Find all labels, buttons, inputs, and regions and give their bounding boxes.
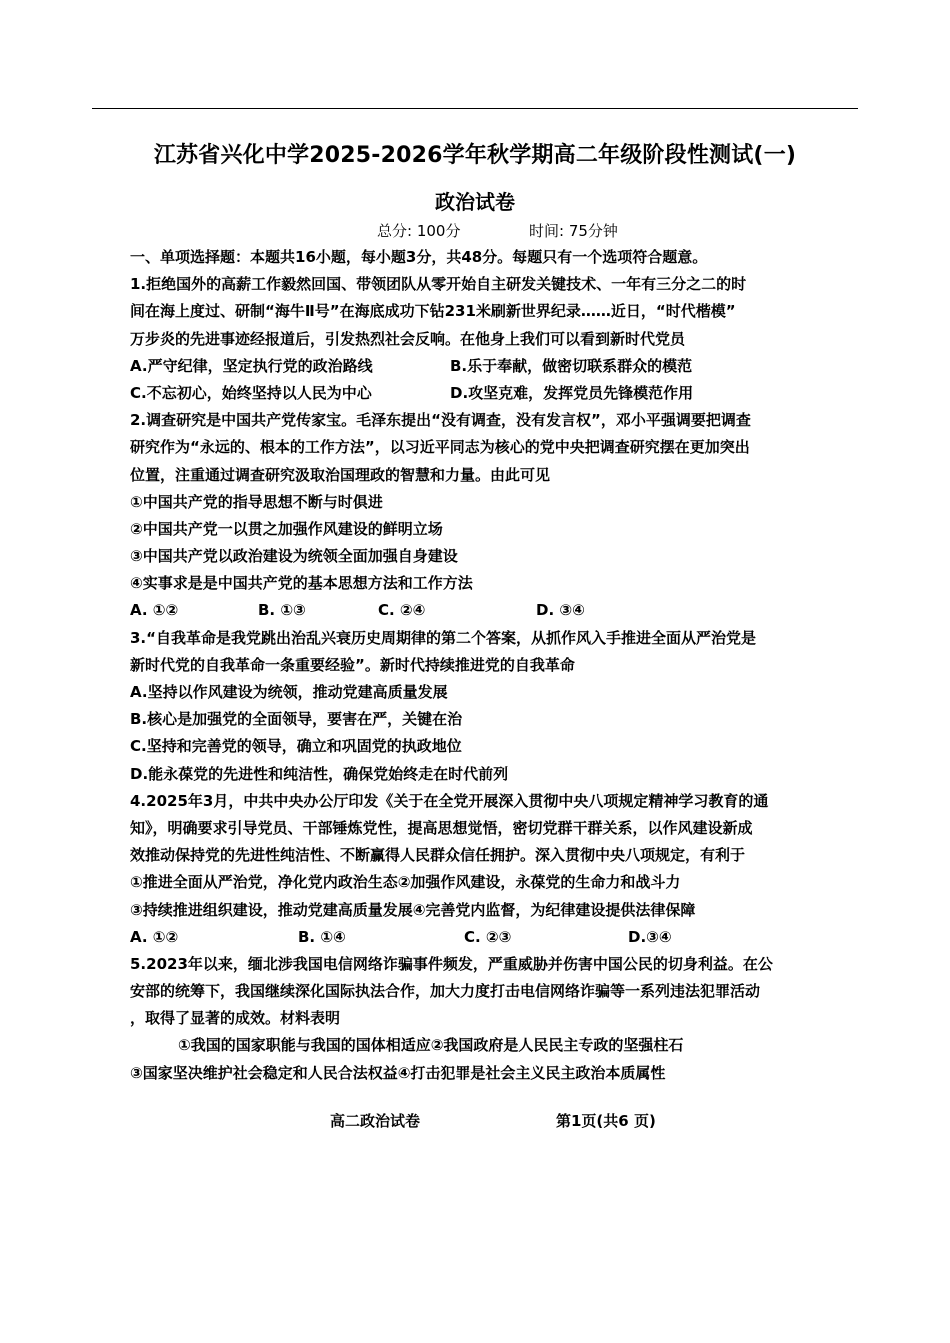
q5-stem-line: 安部的统筹下，我国继续深化国际执法合作，加大力度打击电信网络诈骗等一系列违法犯罪活动 (130, 982, 761, 1001)
q2-stem-line: 研究作为“永远的、根本的工作方法”，以习近平同志为核心的党中央把调查研究摆在更加突出 (130, 438, 750, 457)
footer-subject: 高二政治试卷 (330, 1112, 421, 1130)
time-limit: 时间: 75分钟 (529, 222, 618, 240)
q2-stem-line: 位置，注重通过调查研究汲取治国理政的智慧和力量。由此可见 (130, 465, 551, 484)
question-content (130, 244, 862, 1087)
total-score: 总分: 100分 (377, 222, 461, 240)
q3-option-d[interactable]: D.能永葆党的先进性和纯洁性，确保党始终走在时代前列 (130, 764, 509, 783)
q2-option-row (130, 597, 862, 624)
q2-stem-line: 2.调查研究是中国共产党传家宝。毛泽东提出“没有调查，没有发言权”，邓小平强调要把调查 (130, 411, 751, 430)
q3-stem-line: 3.“自我革命是我党跳出治乱兴衰历史周期律的第二个答案，从抓作风入手推进全面从严治党是 (130, 628, 756, 647)
q4-stem-line: 4.2025年3月，中共中央办公厅印发《关于在全党开展深入贯彻中央八项规定精神学习教育的通 (130, 791, 769, 810)
q1-option-b[interactable]: B.乐于奉献，做密切联系群众的模范 (450, 356, 693, 375)
exam-title: 江苏省兴化中学2025-2026学年秋学期高二年级阶段性测试(一) (153, 143, 797, 168)
q2-option-a[interactable]: A. ①② (130, 601, 179, 620)
q3-stem-line: 新时代党的自我革命一条重要经验”。新时代持续推进党的自我革命 (130, 655, 575, 674)
q5-stem-line: ，取得了显著的成效。材料表明 (130, 1009, 341, 1028)
q1-stem-line: 1.拒绝国外的高薪工作毅然回国、带领团队从零开始自主研发关键技术、一年有三分之二的时 (130, 275, 747, 294)
q2-option-b[interactable]: B. ①③ (258, 601, 306, 620)
q2-item: ④实事求是是中国共产党的基本思想方法和工作方法 (130, 574, 473, 593)
q2-item: ①中国共产党的指导思想不断与时俱进 (130, 492, 383, 511)
footer-page-number: 第1页(共6 页) (556, 1112, 656, 1130)
q1-option-c[interactable]: C.不忘初心，始终坚持以人民为中心 (130, 383, 372, 402)
q3-option-b[interactable]: B.核心是加强党的全面领导，要害在严，关键在治 (130, 710, 463, 729)
q4-option-a[interactable]: A. ①② (130, 927, 179, 946)
q4-option-row (130, 924, 862, 951)
q4-option-d[interactable]: D.③④ (628, 927, 672, 946)
q1-stem-line: 万步炎的先进事迹经报道后，引发热烈社会反响。在他身上我们可以看到新时代党员 (130, 329, 686, 348)
q1-option-row (130, 380, 862, 407)
q1-option-a[interactable]: A.严守纪律，坚定执行党的政治路线 (130, 356, 373, 375)
q1-option-row (130, 353, 862, 380)
q2-option-c[interactable]: C. ②④ (378, 601, 426, 620)
q1-option-d[interactable]: D.攻坚克难，发挥党员先锋模范作用 (450, 383, 694, 402)
q4-stem-line: 知》，明确要求引导党员、干部锤炼党性，提高思想觉悟，密切党群干群关系，以作风建设新成 (130, 818, 753, 837)
q2-option-d[interactable]: D. ③④ (536, 601, 585, 620)
q4-stem-line: 效推动保持党的先进性纯洁性、不断赢得人民群众信任拥护。深入贯彻中央八项规定，有利于 (130, 846, 746, 865)
exam-subtitle: 政治试卷 (435, 190, 515, 214)
q4-option-c[interactable]: C. ②③ (464, 927, 512, 946)
q2-item: ②中国共产党一以贯之加强作风建设的鲜明立场 (130, 519, 443, 538)
q5-stem-line: 5.2023年以来，缅北涉我国电信网络诈骗事件频发，严重威胁并伤害中国公民的切身利益。在公 (130, 954, 773, 973)
section-heading: 一、单项选择题：本题共16小题，每小题3分，共48分。每题只有一个选项符合题意。 (130, 248, 708, 266)
q4-option-b[interactable]: B. ①④ (298, 927, 346, 946)
q4-item-line: ①推进全面从严治党，净化党内政治生态②加强作风建设，永葆党的生命力和战斗力 (130, 873, 681, 892)
q4-item-line: ③持续推进组织建设，推动党建高质量发展④完善党内监督，为纪律建设提供法律保障 (130, 900, 696, 919)
q1-stem-line: 间在海上度过、研制“海牛Ⅱ号”在海底成功下钻231米刷新世界纪录……近日，“时代楷模” (130, 302, 736, 321)
q5-item-line: ③国家坚决维护社会稳定和人民合法权益④打击犯罪是社会主义民主政治本质属性 (130, 1063, 666, 1082)
header-rule (92, 108, 858, 109)
q3-option-a[interactable]: A.坚持以作风建设为统领，推动党建高质量发展 (130, 683, 448, 701)
q2-item: ③中国共产党以政治建设为统领全面加强自身建设 (130, 547, 458, 566)
q3-option-c[interactable]: C.坚持和完善党的领导，确立和巩固党的执政地位 (130, 737, 462, 756)
q5-item-line: ①我国的国家职能与我国的国体相适应②我国政府是人民民主专政的坚强柱石 (178, 1036, 684, 1055)
